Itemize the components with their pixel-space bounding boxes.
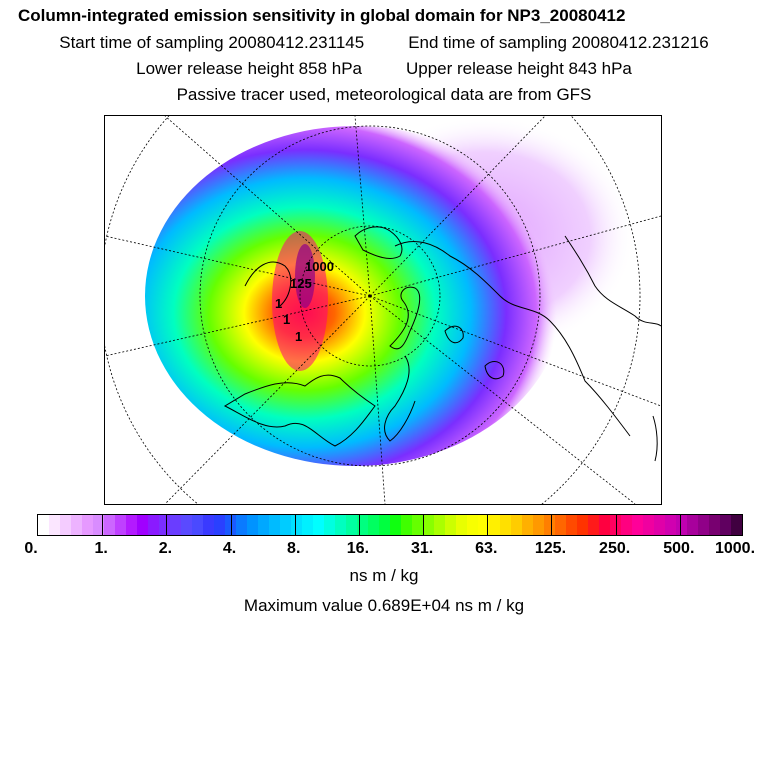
colorbar-cell bbox=[588, 515, 599, 535]
colorbar-cell bbox=[687, 515, 698, 535]
colorbar-cell bbox=[38, 515, 49, 535]
colorbar-divider bbox=[423, 515, 424, 535]
colorbar-tick-labels bbox=[0, 540, 768, 560]
colorbar-tick-label: 63. bbox=[475, 540, 498, 557]
colorbar-cell bbox=[126, 515, 137, 535]
colorbar-cell bbox=[676, 515, 687, 535]
colorbar-tick-label: 4. bbox=[222, 540, 237, 557]
colorbar-cell bbox=[148, 515, 159, 535]
colorbar-tick-label: 16. bbox=[346, 540, 370, 557]
colorbar-tick-label: 250. bbox=[599, 540, 631, 557]
colorbar-unit-label: ns m / kg bbox=[349, 566, 419, 585]
colorbar-cell bbox=[544, 515, 555, 535]
colorbar-cell bbox=[599, 515, 610, 535]
main-plume bbox=[145, 126, 565, 466]
colorbar-tick-label: 1000. bbox=[714, 540, 756, 557]
colorbar-cell bbox=[401, 515, 412, 535]
colorbar-cell bbox=[203, 515, 214, 535]
colorbar-cell bbox=[434, 515, 445, 535]
colorbar-divider bbox=[231, 515, 232, 535]
colorbar-cell bbox=[390, 515, 401, 535]
release-heights bbox=[0, 59, 768, 79]
contour-label: 1 bbox=[295, 329, 303, 344]
colorbar-cell bbox=[632, 515, 643, 535]
colorbar-cell bbox=[412, 515, 423, 535]
colorbar-divider bbox=[166, 515, 167, 535]
colorbar-cell bbox=[489, 515, 500, 535]
colorbar-cell bbox=[302, 515, 313, 535]
colorbar-divider bbox=[616, 515, 617, 535]
start-time-label: Start time of sampling 20080412.231145 bbox=[59, 33, 365, 52]
contour-label: 1000 bbox=[305, 259, 334, 274]
colorbar-tick-label: 1. bbox=[94, 540, 108, 557]
colorbar-cell bbox=[577, 515, 588, 535]
colorbar-cell bbox=[346, 515, 357, 535]
colorbar-divider bbox=[295, 515, 296, 535]
colorbar-cell bbox=[247, 515, 258, 535]
colorbar-cell bbox=[709, 515, 720, 535]
colorbar bbox=[37, 514, 743, 536]
colorbar-cell bbox=[456, 515, 467, 535]
colorbar-tick-label: 0. bbox=[24, 540, 38, 557]
colorbar-cell bbox=[170, 515, 181, 535]
colorbar-cell bbox=[720, 515, 731, 535]
colorbar-cell bbox=[511, 515, 522, 535]
contour-label: 1 bbox=[275, 296, 283, 311]
colorbar-cell bbox=[280, 515, 291, 535]
contour-label: 125 bbox=[290, 276, 312, 291]
colorbar-cell bbox=[467, 515, 478, 535]
colorbar-cell bbox=[137, 515, 148, 535]
colorbar-cell bbox=[698, 515, 709, 535]
colorbar-cell bbox=[236, 515, 247, 535]
colorbar-tick-label: 125. bbox=[534, 540, 567, 557]
sensitivity-map bbox=[105, 116, 661, 504]
colorbar-divider bbox=[359, 515, 360, 535]
colorbar-cell bbox=[522, 515, 533, 535]
coastline-japan bbox=[653, 416, 657, 461]
colorbar-tick-label: 8. bbox=[287, 540, 301, 557]
colorbar-tick-label: 500. bbox=[663, 540, 695, 557]
colorbar-cell bbox=[445, 515, 456, 535]
colorbar-cell bbox=[423, 515, 434, 535]
colorbar-cell bbox=[313, 515, 324, 535]
colorbar-cell bbox=[258, 515, 269, 535]
colorbar-cell bbox=[500, 515, 511, 535]
colorbar-cell bbox=[71, 515, 82, 535]
colorbar-cell bbox=[533, 515, 544, 535]
colorbar-cell bbox=[643, 515, 654, 535]
colorbar-cell bbox=[368, 515, 379, 535]
colorbar-divider bbox=[680, 515, 681, 535]
colorbar-cell bbox=[192, 515, 203, 535]
colorbar-divider bbox=[551, 515, 552, 535]
colorbar-cell bbox=[291, 515, 302, 535]
sampling-times bbox=[0, 33, 768, 53]
colorbar-cell bbox=[104, 515, 115, 535]
colorbar-cell bbox=[115, 515, 126, 535]
colorbar-cell bbox=[269, 515, 280, 535]
end-time-label: End time of sampling 20080412.231216 bbox=[408, 33, 709, 52]
colorbar-tick-label: 31. bbox=[410, 540, 434, 557]
colorbar-cell bbox=[60, 515, 71, 535]
contour-label: 1 bbox=[283, 312, 291, 327]
colorbar-cell bbox=[566, 515, 577, 535]
colorbar-cell bbox=[324, 515, 335, 535]
upper-height-label: Upper release height 843 hPa bbox=[406, 59, 632, 78]
colorbar-divider bbox=[487, 515, 488, 535]
plot-title: Column-integrated emission sensitivity in global domain for NP3_20080412 bbox=[18, 6, 626, 25]
tracer-note: Passive tracer used, meteorological data are from GFS bbox=[176, 85, 592, 104]
colorbar-cell bbox=[159, 515, 170, 535]
colorbar-cell bbox=[214, 515, 225, 535]
colorbar-cell bbox=[731, 515, 742, 535]
colorbar-cell bbox=[621, 515, 632, 535]
colorbar-tick-label: 2. bbox=[158, 540, 173, 557]
colorbar-cell bbox=[665, 515, 676, 535]
colorbar-cell bbox=[181, 515, 192, 535]
colorbar-cell bbox=[654, 515, 665, 535]
map-panel bbox=[104, 115, 662, 505]
colorbar-cell bbox=[82, 515, 93, 535]
colorbar-divider bbox=[102, 515, 103, 535]
maximum-value-label: Maximum value 0.689E+04 ns m / kg bbox=[243, 596, 525, 615]
colorbar-cell bbox=[335, 515, 346, 535]
colorbar-cell bbox=[555, 515, 566, 535]
lower-height-label: Lower release height 858 hPa bbox=[136, 59, 362, 78]
colorbar-cell bbox=[379, 515, 390, 535]
colorbar-cell bbox=[49, 515, 60, 535]
